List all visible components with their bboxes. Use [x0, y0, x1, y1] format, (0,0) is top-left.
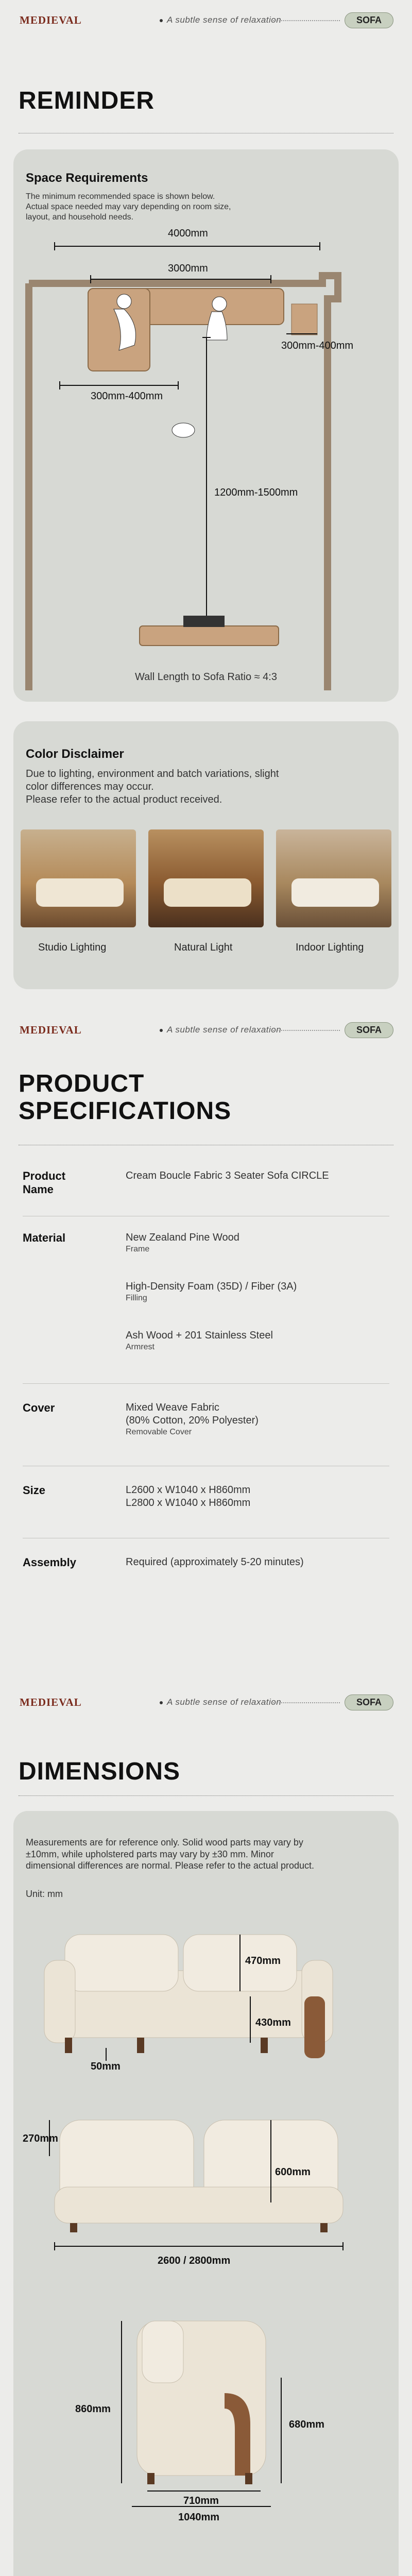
dim-total-label: 4000mm	[168, 228, 208, 239]
spec-key: Assembly	[23, 1556, 76, 1569]
reminder-section	[0, 0, 412, 1002]
size-option-1: L2600 x W1040 x H860mm	[126, 1484, 251, 1496]
dim-860: 860mm	[75, 2403, 111, 2415]
spec-value	[126, 1231, 239, 1255]
page-title: DIMENSIONS	[19, 1758, 181, 1785]
tagline: A subtle sense of relaxation	[160, 15, 281, 25]
dim-600: 600mm	[275, 2166, 311, 2178]
material-armrest-sub: Armrest	[126, 1343, 154, 1351]
divider	[19, 1795, 393, 1796]
studio-lighting-image	[21, 829, 136, 927]
dim-1040: 1040mm	[178, 2512, 220, 2523]
card-text: Due to lighting, environment and batch variations, slight color differences may occur. Please refer to the actual product received.	[26, 768, 279, 805]
dimensions-section	[0, 1682, 412, 2576]
material-armrest: Ash Wood + 201 Stainless Steel	[126, 1330, 273, 1341]
dim-sofa-label: 3000mm	[168, 263, 208, 274]
card-title: Color Disclaimer	[26, 747, 124, 761]
brand-logo: MEDIEVAL	[20, 1023, 82, 1036]
material-filling-sub: Filling	[126, 1294, 147, 1302]
sofa-front-drawing	[34, 2099, 364, 2254]
spec-value	[126, 1484, 250, 1510]
divider	[273, 1030, 340, 1031]
space-requirements-card	[13, 149, 399, 702]
dim-length: 2600 / 2800mm	[158, 2255, 231, 2266]
material-filling: High-Density Foam (35D) / Fiber (3A)	[126, 1281, 297, 1292]
spec-size	[23, 1484, 389, 1525]
dim-270: 270mm	[23, 2133, 58, 2144]
tagline: A subtle sense of relaxation	[160, 1025, 281, 1035]
size-option-2: L2800 x W1040 x H860mm	[126, 1497, 251, 1509]
spec-value: Cream Boucle Fabric 3 Seater Sofa CIRCLE	[126, 1170, 329, 1181]
ratio-text: Wall Length to Sofa Ratio ≈ 4:3	[135, 671, 277, 683]
header-bar	[0, 1682, 412, 1722]
material-frame-sub: Frame	[126, 1245, 150, 1253]
spec-value	[126, 1280, 297, 1303]
dim-depth-label: 1200mm-1500mm	[214, 487, 298, 498]
card-text: The minimum recommended space is shown below. Actual space needed may vary depending on room size, layout, and household needs.	[26, 192, 231, 222]
dim-470: 470mm	[245, 1955, 281, 1967]
specifications-section	[0, 1010, 412, 1674]
spec-value	[126, 1401, 259, 1437]
material-frame: New Zealand Pine Wood	[126, 1232, 239, 1243]
dim-680: 680mm	[289, 2419, 324, 2430]
spec-value	[126, 1329, 273, 1352]
brand-logo: MEDIEVAL	[20, 13, 82, 26]
spec-key: Size	[23, 1484, 46, 1497]
cover-value: Mixed Weave Fabric (80% Cotton, 20% Polyester)	[126, 1402, 259, 1426]
natural-light-image	[148, 829, 264, 927]
spec-product-name	[23, 1170, 389, 1206]
color-disclaimer-card	[13, 721, 399, 989]
sofa-perspective-drawing	[34, 1914, 343, 2079]
brand-logo: MEDIEVAL	[20, 1696, 82, 1708]
page-title-line2: SPECIFICATIONS	[19, 1097, 232, 1125]
divider	[23, 1383, 389, 1384]
page-title-line1: PRODUCT	[19, 1070, 145, 1097]
unit-text: Unit: mm	[26, 1889, 63, 1899]
header-bar	[0, 1010, 412, 1050]
spec-material	[23, 1231, 389, 1381]
dim-710: 710mm	[183, 2495, 219, 2506]
sofa-side-drawing	[96, 2300, 312, 2517]
spec-key: Product Name	[23, 1170, 66, 1196]
divider	[273, 20, 340, 21]
caption-studio: Studio Lighting	[38, 942, 107, 953]
card-title: Space Requirements	[26, 171, 148, 185]
spec-assembly	[23, 1556, 389, 1582]
dim-50: 50mm	[91, 2061, 121, 2072]
page-title: REMINDER	[19, 87, 155, 114]
tagline: A subtle sense of relaxation	[160, 1697, 281, 1707]
dim-side-left-label: 300mm-400mm	[91, 391, 163, 402]
category-badge: SOFA	[345, 12, 393, 28]
indoor-lighting-image	[276, 829, 391, 927]
category-badge: SOFA	[345, 1022, 393, 1038]
spec-key: Cover	[23, 1401, 55, 1414]
dim-side-right-label: 300mm-400mm	[281, 340, 354, 351]
spec-cover	[23, 1401, 389, 1458]
caption-natural: Natural Light	[174, 942, 233, 953]
spec-key: Material	[23, 1231, 66, 1244]
spec-value: Required (approximately 5-20 minutes)	[126, 1556, 304, 1568]
dim-430: 430mm	[255, 2017, 291, 2028]
header-bar	[0, 0, 412, 40]
category-badge: SOFA	[345, 1694, 393, 1710]
card-text: Measurements are for reference only. Solid wood parts may vary by ±10mm, while upholstered parts may vary by ±30 mm. Minor dimensional differences are normal. Please refer to the actual product.	[26, 1837, 314, 1871]
divider	[273, 1702, 340, 1703]
room-layout-diagram	[13, 227, 399, 690]
cover-sub: Removable Cover	[126, 1428, 192, 1436]
dimensions-card	[13, 1811, 399, 2576]
caption-indoor: Indoor Lighting	[296, 942, 364, 953]
